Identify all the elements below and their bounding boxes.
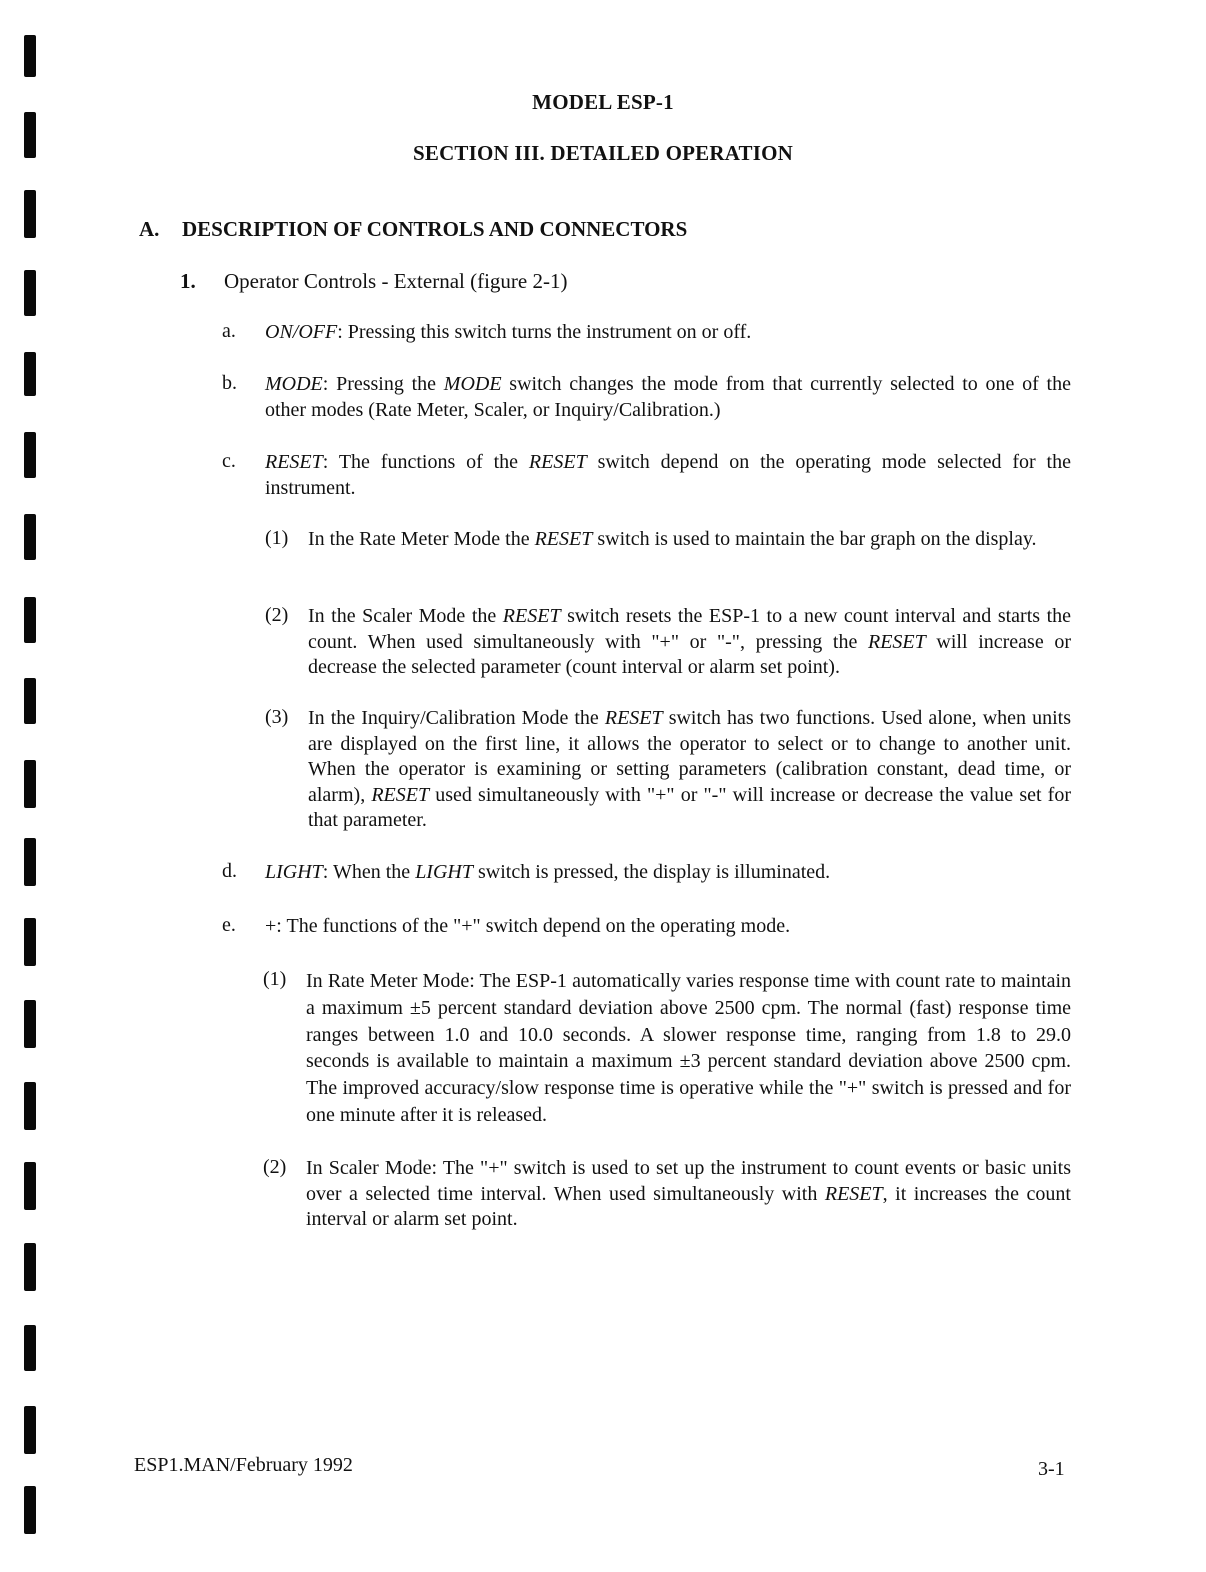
binder-mark	[24, 190, 36, 238]
subsection-1-title: Operator Controls - External (figure 2-1)	[224, 269, 568, 293]
item-c3-label: (3)	[265, 706, 289, 728]
item-a-text: ON/OFF: Pressing this switch turns the instrument on or off.	[265, 321, 752, 343]
binder-mark	[24, 35, 36, 77]
binder-hole-marks	[24, 0, 44, 1572]
item-d-text: LIGHT: When the LIGHT switch is pressed, the display is illuminated.	[265, 861, 831, 883]
item-c2-label: (2)	[265, 604, 289, 626]
footer-document-id: ESP1.MAN/February 1992	[134, 1454, 353, 1476]
item-b-text: MODE: Pressing the MODE switch changes the mode from that currently selected to one of the other modes (Rate Meter, Scaler, or Inquiry/Calibration.)	[265, 373, 1071, 421]
item-e2-text: In Scaler Mode: The "+" switch is used to set up the instrument to count events or basic units over a selected time interval. When used simultaneously with RESET, it increases the count interval or alarm set point.	[306, 1157, 1071, 1230]
footer-page-number: 3-1	[1038, 1458, 1065, 1480]
item-e-label: e.	[222, 914, 236, 936]
section-title: SECTION III. DETAILED OPERATION	[412, 141, 793, 165]
item-c-text: RESET: The functions of the RESET switch depend on the operating mode selected for the instrument.	[265, 451, 1071, 499]
binder-mark	[24, 1000, 36, 1048]
binder-mark	[24, 678, 36, 724]
item-e-text: +: The functions of the "+" switch depend on the operating mode.	[265, 915, 791, 937]
binder-mark	[24, 514, 36, 560]
section-a-title: DESCRIPTION OF CONTROLS AND CONNECTORS	[182, 217, 688, 241]
binder-mark	[24, 1486, 36, 1534]
item-d-label: d.	[222, 860, 237, 882]
item-e1-text: In Rate Meter Mode: The ESP-1 automatically varies response time with count rate to maintain a maximum ±5 percent standard deviation above 2500 cpm. The normal (fast) response time ranges between 1.0 and 10.0 seconds. A slower response time, ranging from 1.8 to 29.0 seconds is available to maintain a maximum ±3 percent standard deviation above 2500 cpm. The improved accuracy/slow response time is operative while the "+" switch is pressed and for one minute after it is released.	[306, 970, 1071, 1126]
binder-mark	[24, 760, 36, 808]
binder-mark	[24, 270, 36, 316]
binder-mark	[24, 1243, 36, 1291]
binder-mark	[24, 1082, 36, 1130]
subsection-1-label: 1.	[180, 269, 196, 293]
item-e1-label: (1)	[263, 968, 287, 990]
item-e2-label: (2)	[263, 1156, 287, 1178]
binder-mark	[24, 1325, 36, 1371]
item-c1-text: In the Rate Meter Mode the RESET switch is used to maintain the bar graph on the display.	[308, 528, 1037, 550]
binder-mark	[24, 838, 36, 886]
section-a-label: A.	[139, 217, 160, 241]
binder-mark	[24, 918, 36, 966]
item-c2-text: In the Scaler Mode the RESET switch resets the ESP-1 to a new count interval and starts the count. When used simultaneously with "+" or "-", pressing the RESET will increase or decrease the selected parameter (count interval or alarm set point).	[308, 605, 1072, 678]
model-title: MODEL ESP-1	[532, 90, 674, 114]
binder-mark	[24, 597, 36, 643]
binder-mark	[24, 1406, 36, 1454]
item-b-label: b.	[222, 372, 237, 394]
binder-mark	[24, 432, 36, 478]
item-c-label: c.	[222, 450, 236, 472]
binder-mark	[24, 1162, 36, 1210]
binder-mark	[24, 352, 36, 396]
item-a-label: a.	[222, 320, 236, 342]
item-c3-text: In the Inquiry/Calibration Mode the RESET switch has two functions. Used alone, when units are displayed on the first line, it allows the operator to select or to change to another unit. When the operator is examining or setting parameters (calibration constant, dead time, or alarm), RESET used simultaneously with "+" or "-" will increase or decrease the value set for that parameter.	[308, 707, 1072, 831]
item-c1-label: (1)	[265, 527, 289, 549]
